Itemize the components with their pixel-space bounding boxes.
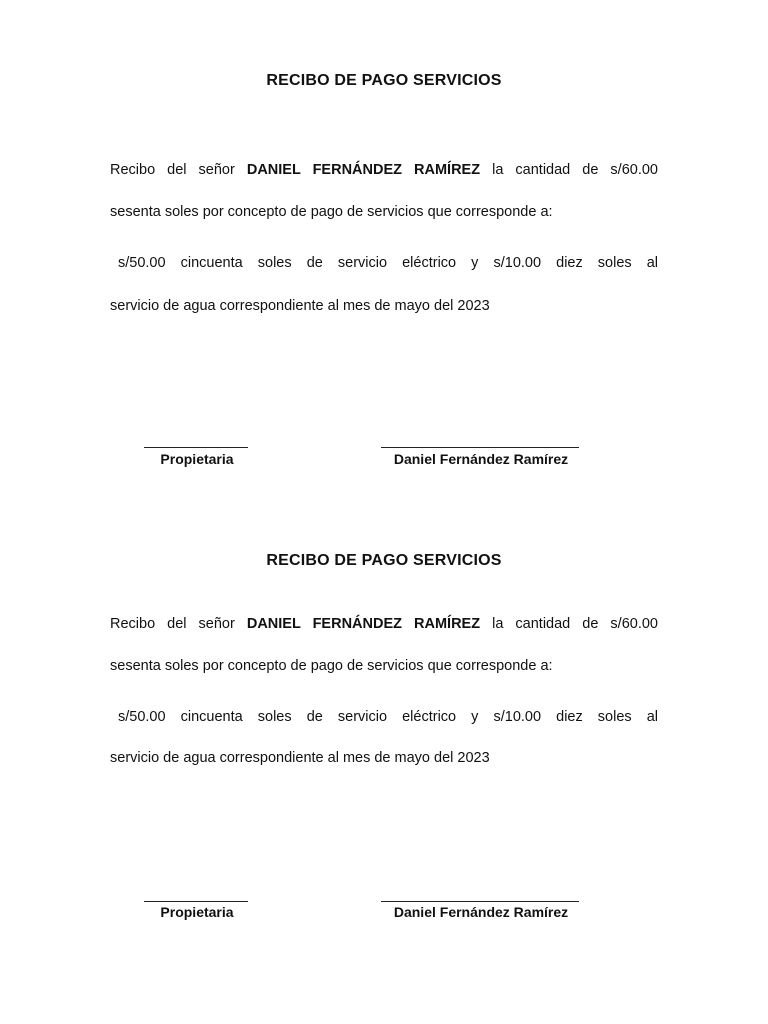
- signature-line-payer: [381, 901, 579, 902]
- line1-post: la cantidad de s/60.00: [492, 616, 658, 632]
- receipt-line-1: [110, 160, 658, 180]
- line1-pre: Recibo del señor: [110, 616, 235, 632]
- signature-label-payer: Daniel Fernández Ramírez: [393, 904, 569, 920]
- receipt-title: RECIBO DE PAGO SERVICIOS: [266, 72, 502, 89]
- signature-line-payer: [381, 447, 579, 448]
- receipt-line-1: [110, 614, 658, 634]
- signature-label-owner: Propietaria: [160, 451, 234, 467]
- signature-line-owner: [144, 447, 248, 448]
- receipt-1: [0, 0, 768, 470]
- receipt-line-4: servicio de agua correspondiente al mes de mayo del 2023: [110, 750, 490, 766]
- line1-post: la cantidad de s/60.00: [492, 162, 658, 178]
- receipt-2: [0, 484, 768, 954]
- line1-pre: Recibo del señor: [110, 162, 235, 178]
- receipt-line-4: servicio de agua correspondiente al mes de mayo del 2023: [110, 298, 490, 314]
- receipt-title: RECIBO DE PAGO SERVICIOS: [266, 552, 502, 569]
- receipt-line-2: sesenta soles por concepto de pago de servicios que corresponde a:: [110, 658, 553, 674]
- signature-label-payer: Daniel Fernández Ramírez: [393, 451, 569, 467]
- receipt-line-3: s/50.00 cincuenta soles de servicio eléctrico y s/10.00 diez soles al: [118, 255, 658, 271]
- signature-label-owner: Propietaria: [160, 904, 234, 920]
- receipt-line-3: s/50.00 cincuenta soles de servicio eléctrico y s/10.00 diez soles al: [118, 709, 658, 725]
- receipt-line-2: sesenta soles por concepto de pago de servicios que corresponde a:: [110, 204, 553, 220]
- signature-line-owner: [144, 901, 248, 902]
- payer-name: DANIEL FERNÁNDEZ RAMÍREZ: [246, 616, 481, 632]
- payer-name: DANIEL FERNÁNDEZ RAMÍREZ: [246, 162, 481, 178]
